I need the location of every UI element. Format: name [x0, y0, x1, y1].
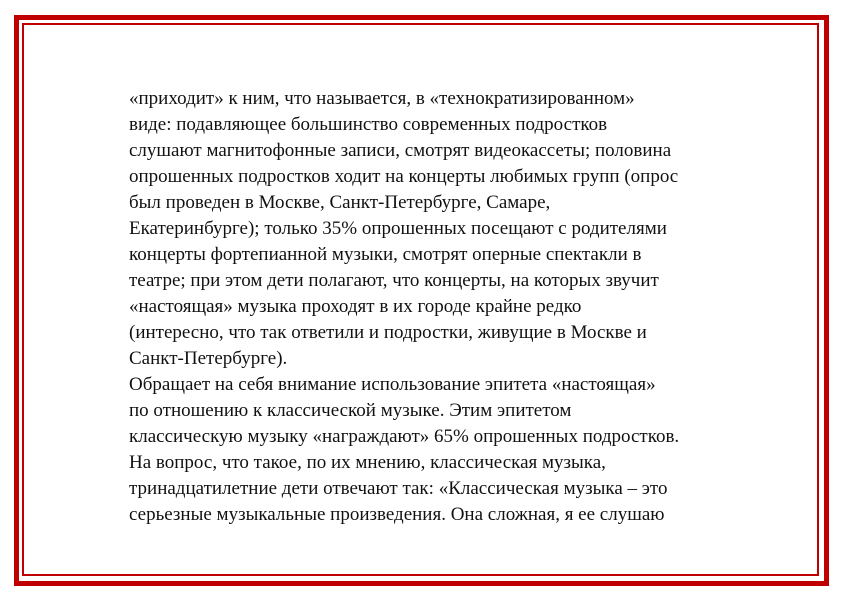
- text-line: Санкт-Петербурге).: [129, 348, 288, 369]
- text-line: был проведен в Москве, Санкт-Петербурге, Самаре,: [129, 192, 551, 213]
- text-line: Екатеринбурге); только 35% опрошенных посещают с родителями: [129, 218, 667, 239]
- text-line: (интересно, что так ответили и подростки, живущие в Москве и: [129, 322, 647, 343]
- slide-body-text: [129, 86, 769, 528]
- text-line: опрошенных подростков ходит на концерты любимых групп (опрос: [129, 166, 679, 187]
- text-line: по отношению к классической музыке. Этим эпитетом: [129, 400, 572, 421]
- text-line: классическую музыку «награждают» 65% опрошенных подростков.: [129, 426, 680, 447]
- text-line: театре; при этом дети полагают, что концерты, на которых звучит: [129, 270, 659, 291]
- text-line: концерты фортепианной музыки, смотрят оперные спектакли в: [129, 244, 642, 265]
- text-line: «настоящая» музыка проходят в их городе крайне редко: [129, 296, 582, 317]
- text-line: виде: подавляющее большинство современных подростков: [129, 114, 608, 135]
- text-line: слушают магнитофонные записи, смотрят видеокассеты; половина: [129, 140, 672, 161]
- text-line: «приходит» к ним, что называется, в «технократизированном»: [129, 88, 635, 109]
- text-line: серьезные музыкальные произведения. Она сложная, я ее слушаю: [129, 504, 665, 525]
- text-line: Обращает на себя внимание использование эпитета «настоящая»: [129, 374, 656, 395]
- text-line: тринадцатилетние дети отвечают так: «Классическая музыка – это: [129, 478, 668, 499]
- text-line: На вопрос, что такое, по их мнению, классическая музыка,: [129, 452, 606, 473]
